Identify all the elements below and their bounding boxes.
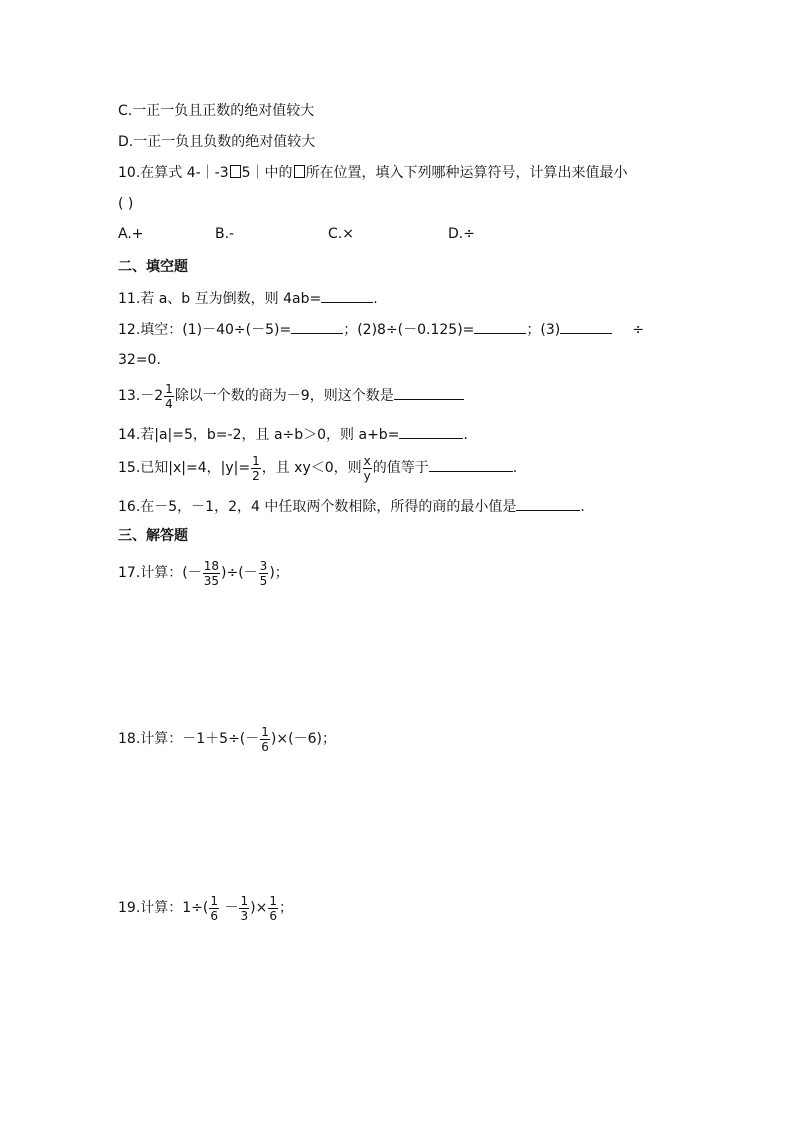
answer-blank — [394, 385, 464, 400]
blank-box-icon — [294, 165, 305, 178]
option-9c: C.一正一负且正数的绝对值较大 — [118, 103, 315, 119]
denominator: 6 — [269, 908, 277, 923]
denominator: 35 — [203, 573, 220, 588]
q15-post: 的值等于 — [372, 460, 429, 476]
fraction — [363, 454, 372, 483]
q17-mid: )÷(－ — [221, 565, 258, 581]
q10-stem-c: 所在位置，填入下列哪种运算符号，计算出来值最小 — [305, 165, 628, 181]
q19-mid: )× — [250, 900, 268, 916]
question-16 — [118, 496, 585, 517]
numerator: 1 — [240, 893, 249, 908]
fraction — [209, 894, 219, 923]
numerator: x — [363, 453, 371, 468]
q10-stem-a: 10.在算式 4-｜-3 — [118, 165, 229, 181]
q16-text: 16.在－5，－1，2，4 中任取两个数相除，所得的商的最小值是 — [118, 499, 517, 515]
numerator: 1 — [261, 724, 269, 739]
q10-stem-b: 5｜中的 — [241, 165, 293, 181]
answer-blank — [429, 457, 513, 472]
q11-text: 11.若 a、b 互为倒数，则 4ab= — [118, 291, 322, 307]
q10-options — [0, 226, 794, 246]
fraction — [259, 559, 269, 588]
answer-blank — [399, 424, 463, 439]
answer-blank — [321, 288, 373, 303]
q12-tail: ÷ — [632, 322, 644, 338]
q17-post: )； — [269, 565, 289, 581]
q19-minus: － — [220, 900, 239, 916]
q13-post: 除以一个数的商为－9，则这个数是 — [174, 388, 394, 404]
q15-pre: 15.已知|x|=4，|y|= — [118, 460, 251, 476]
fraction — [268, 894, 278, 923]
question-13 — [118, 381, 464, 411]
q12-line2: 32=0. — [118, 352, 161, 368]
question-11 — [118, 288, 378, 309]
denominator: 3 — [240, 908, 249, 923]
blank-box-icon — [230, 165, 241, 178]
fraction — [203, 559, 220, 588]
q15-mid: ，且 xy＜0，则 — [261, 460, 362, 476]
denominator: 4 — [165, 396, 173, 411]
q11-end: . — [373, 291, 378, 307]
question-12 — [118, 319, 644, 340]
q18-post: )×(－6)； — [270, 731, 336, 747]
q17-pre: 17.计算：(－ — [118, 565, 202, 581]
question-18 — [118, 724, 336, 754]
option-9d: D.一正一负且负数的绝对值较大 — [118, 134, 316, 150]
numerator: 18 — [203, 558, 220, 573]
q12-sep2: ；(3) — [526, 322, 561, 338]
section-heading-fill-in: 二、填空题 — [118, 259, 188, 275]
fraction — [164, 382, 174, 411]
option-10b: B.- — [215, 226, 235, 242]
answer-blank — [291, 319, 343, 334]
q10-paren: ( ) — [118, 196, 134, 212]
answer-blank — [516, 496, 580, 511]
fraction — [251, 454, 261, 483]
numerator: 1 — [269, 893, 277, 908]
fraction — [260, 725, 270, 754]
q15-end: . — [512, 460, 518, 476]
q19-post: ； — [278, 900, 293, 916]
denominator: 2 — [252, 468, 260, 483]
denominator: 6 — [261, 739, 269, 754]
denominator: 6 — [210, 908, 219, 923]
option-10a: A.+ — [118, 226, 144, 242]
question-19 — [118, 893, 293, 923]
question-14 — [118, 424, 468, 445]
numerator: 1 — [252, 453, 260, 468]
question-10 — [118, 163, 628, 183]
q19-pre: 19.计算：1÷( — [118, 900, 209, 916]
question-17 — [118, 558, 289, 588]
denominator: y — [363, 468, 371, 483]
numerator: 1 — [210, 893, 219, 908]
q13-pre: 13.－2 — [118, 388, 164, 404]
q18-pre: 18.计算：－1＋5÷(－ — [118, 731, 260, 747]
denominator: 5 — [259, 573, 268, 588]
numerator: 3 — [259, 558, 268, 573]
answer-blank — [474, 319, 526, 334]
fraction — [239, 894, 249, 923]
question-15 — [118, 453, 517, 483]
q14-text: 14.若|a|=5，b=-2，且 a÷b＞0，则 a+b= — [118, 427, 400, 443]
q16-end: . — [580, 499, 585, 515]
option-10c: C.× — [328, 226, 354, 242]
numerator: 1 — [165, 381, 173, 396]
q12-p1: 12.填空：(1)－40÷(－5)= — [118, 322, 292, 338]
q14-end: . — [463, 427, 468, 443]
option-10d: D.÷ — [448, 226, 475, 242]
section-heading-solve: 三、解答题 — [118, 528, 188, 544]
answer-blank — [560, 319, 612, 334]
q12-sep1: ；(2)8÷(－0.125)= — [343, 322, 475, 338]
